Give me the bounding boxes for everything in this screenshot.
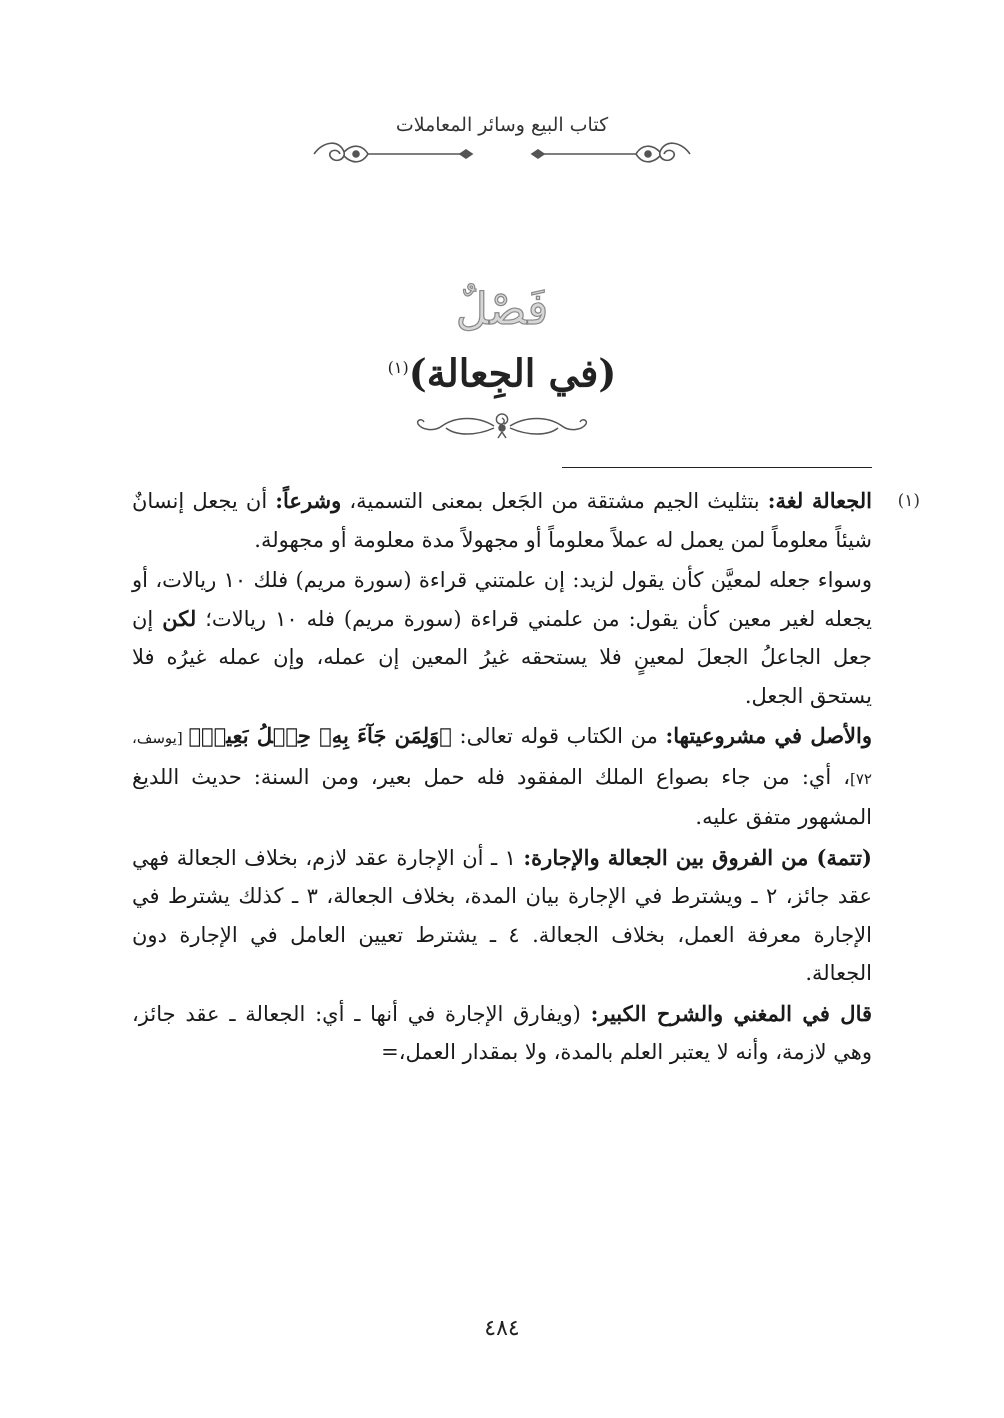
header-title: كتاب البيع وسائر المعاملات <box>395 114 609 136</box>
text: ١ ـ أن الإجارة عقد لازم، بخلاف الجعالة فهي عقد جائز، ٢ ـ ويشترط في الإجارة بيان المدة، بخلاف الجعالة، ٣ ـ كذلك يشترط في الإجارة معرفة العمل، بخلاف الجعالة. ٤ ـ يشترط تعيين العامل في الإجارة دون الجعالة. <box>132 845 872 985</box>
section-heading <box>0 280 1004 440</box>
footnote-paragraph-2 <box>132 561 872 715</box>
header-ornament-icon <box>310 138 694 170</box>
footnote-paragraph-3 <box>132 717 872 837</box>
footnote-paragraph-1 <box>132 482 872 559</box>
verse-citation: [يوسف، ٧٢] <box>132 729 872 788</box>
text: من الكتاب قوله تعالى: <box>451 724 666 748</box>
term-asl: والأصل في مشروعيتها: <box>665 723 873 748</box>
term-lakin: لكن <box>162 605 197 631</box>
footnote <box>132 482 920 1072</box>
footnote-separator <box>562 467 872 468</box>
term-mughni: قال في المغني والشرح الكبير: <box>590 1000 873 1026</box>
footnote-reference[interactable]: (١) <box>387 358 409 377</box>
running-header <box>0 108 1004 168</box>
page-number: ٤٨٤ <box>484 1316 520 1341</box>
text: وسواء جعله لمعيَّن كأن يقول لزيد: إن علمتني قراءة (سورة مريم) فلك ١٠ ريالات، أو يجعله لغير معين كأن يقول: من علمني قراءة (سورة مريم) فله ١٠ ريالات؛ <box>132 568 873 631</box>
footnote-marker: (١) <box>897 491 920 511</box>
text: أن يجعل إنسانٌ شيئاً معلوماً لمن يعمل له عملاً معلوماً أو مجهولاً مدة معلومة أو مجهولة. <box>132 489 872 552</box>
quran-verse: ﴿وَلِمَن جَآءَ بِهِۦ حِمۡلُ بَعِيرٖ﴾ <box>188 723 452 748</box>
section-title <box>0 340 1004 402</box>
section-title-text: (في الجِعالة) <box>408 350 617 396</box>
footnote-paragraph-4 <box>132 839 872 993</box>
term-sharan: وشرعاً: <box>275 488 342 513</box>
text: ، أي: من جاء بصواع الملك المفقود فله حمل بعير، ومن السنة: حديث اللديغ المشهور متفق عليه. <box>132 764 872 829</box>
term-lughatan: الجعالة لغة: <box>767 488 873 513</box>
term-tatimma: (تتمة) من الفروق بين الجعالة والإجارة: <box>523 844 872 870</box>
section-word: فَصْلٌ <box>455 284 549 335</box>
text: إن جعل الجاعلُ الجعلَ لمعينٍ فلا يستحقه غيرُ المعين إن عمله، وإن عمله غيرُه فلا يستحق الجعل. <box>132 606 872 708</box>
footnote-paragraph-5 <box>132 995 872 1072</box>
section-ornament-icon <box>412 406 592 440</box>
text: بتثليث الجيم مشتقة من الجَعل بمعنى التسمية، <box>341 489 768 513</box>
text: (ويفارق الإجارة في أنها ـ أي: الجعالة ـ عقد جائز، وهي لازمة، وأنه لا يعتبر العلم بالمدة، ولا بمقدار العمل،= <box>132 1001 872 1064</box>
